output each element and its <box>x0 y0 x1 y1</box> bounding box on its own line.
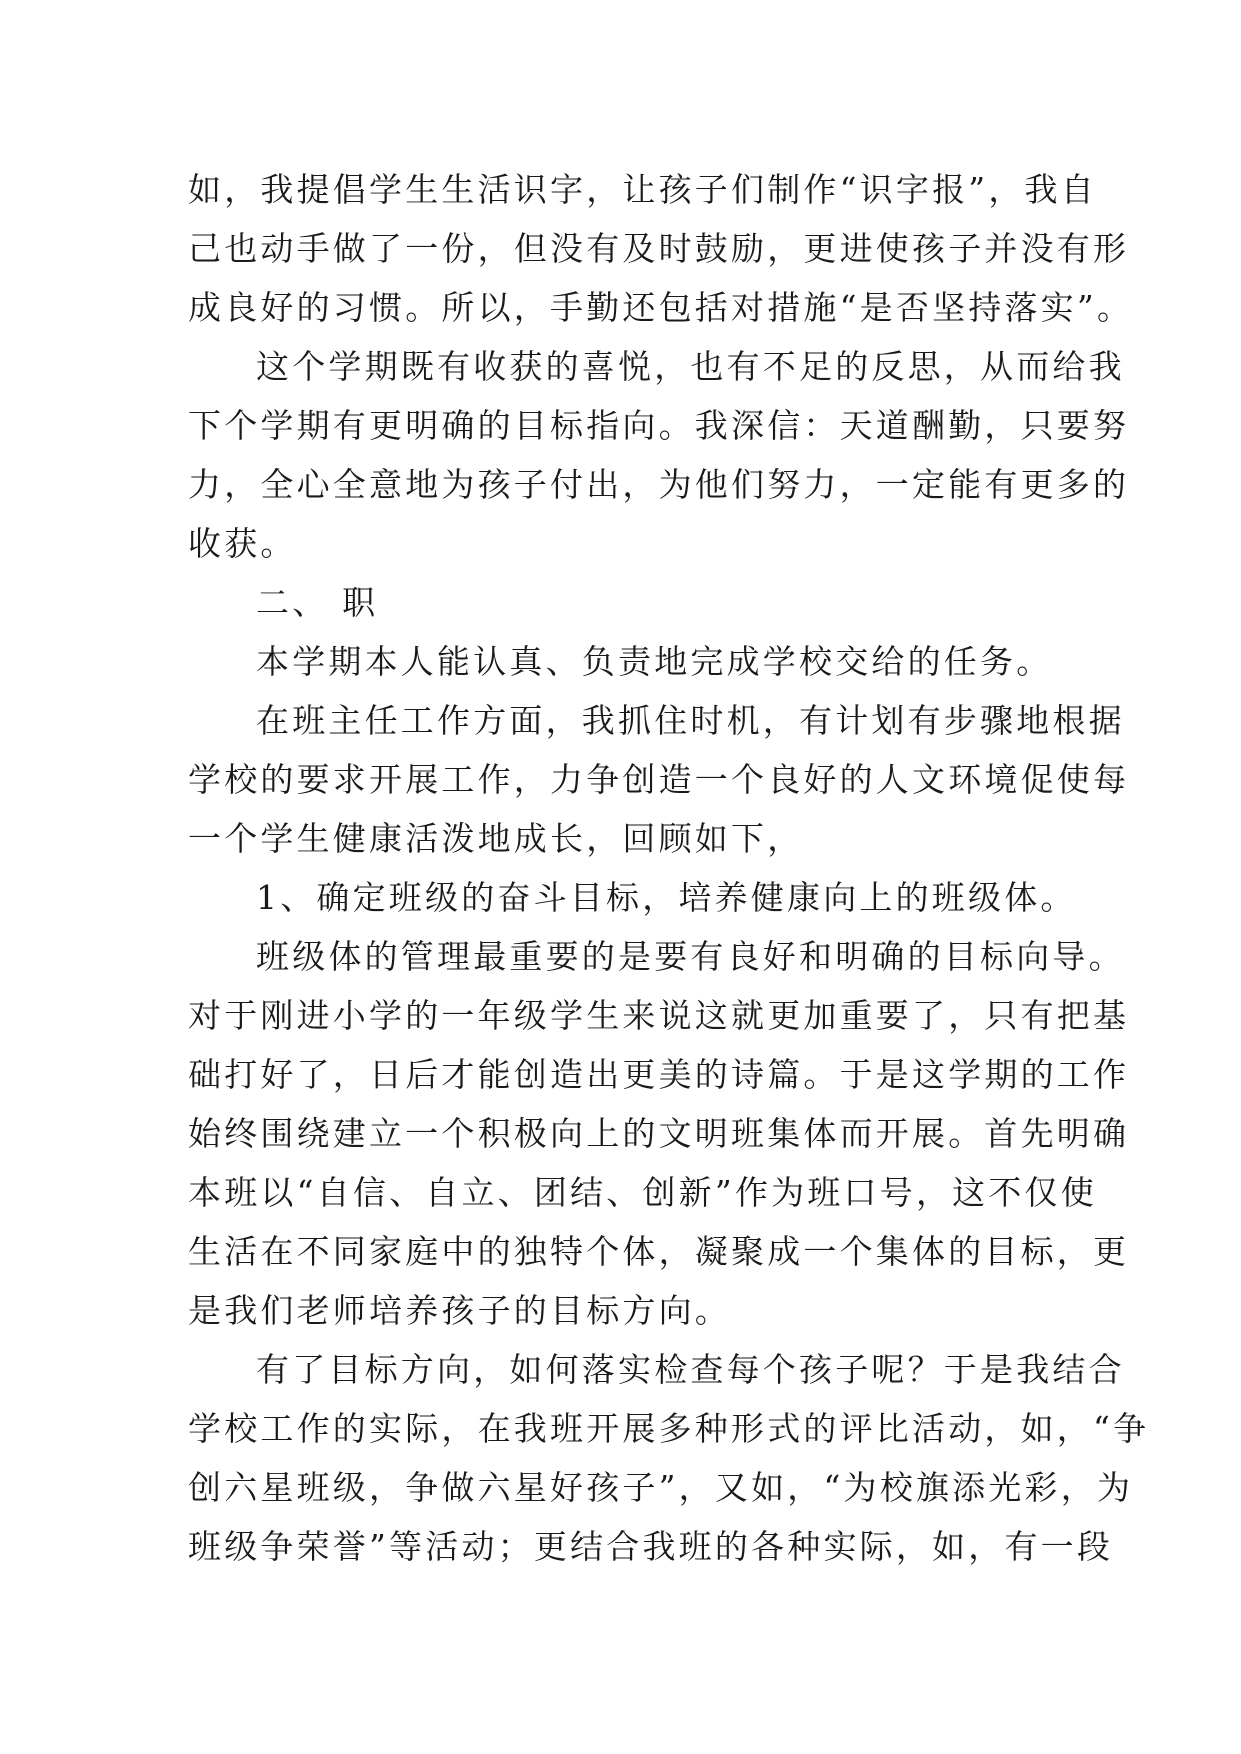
section-heading: 二、 职 <box>256 583 379 622</box>
paragraph-start-line: 这个学期既有收获的喜悦，也有不足的反思，从而给我 <box>256 347 1125 386</box>
paragraph-start-line: 在班主任工作方面，我抓住时机，有计划有步骤地根据 <box>256 701 1125 740</box>
text-line: 己也动手做了一份，但没有及时鼓励，更进使孩子并没有形 <box>188 229 1130 268</box>
text-line: 始终围绕建立一个积极向上的文明班集体而开展。首先明确 <box>188 1114 1130 1153</box>
text-line: 生活在不同家庭中的独特个体，凝聚成一个集体的目标，更 <box>188 1232 1130 1271</box>
text-line: 创六星班级，争做六星好孩子”，又如，“为校旗添光彩，为 <box>188 1468 1134 1507</box>
text-line: 学校的要求开展工作，力争创造一个良好的人文环境促使每 <box>188 760 1130 799</box>
text-line: 下个学期有更明确的目标指向。我深信：天道酬勤，只要努 <box>188 406 1130 445</box>
paragraph-start-line: 本学期本人能认真、负责地完成学校交给的任务。 <box>256 642 1053 681</box>
text-line: 对于刚进小学的一年级学生来说这就更加重要了，只有把基 <box>188 996 1130 1035</box>
text-line: 学校工作的实际，在我班开展多种形式的评比活动，如，“争 <box>188 1409 1150 1448</box>
text-line: 班级争荣誉”等活动；更结合我班的各种实际，如，有一段 <box>188 1527 1114 1566</box>
paragraph-start-line: 有了目标方向，如何落实检查每个孩子呢？于是我结合 <box>256 1350 1125 1389</box>
text-line: 力，全心全意地为孩子付出，为他们努力，一定能有更多的 <box>188 465 1130 504</box>
subsection-heading: 1、确定班级的奋斗目标，培养健康向上的班级体。 <box>256 878 1077 917</box>
text-line: 如，我提倡学生生活识字，让孩子们制作“识字报”，我自 <box>188 170 1097 209</box>
text-line: 成良好的习惯。所以，手勤还包括对措施“是否坚持落实”。 <box>188 288 1134 327</box>
text-line: 收获。 <box>188 524 297 563</box>
text-line: 础打好了，日后才能创造出更美的诗篇。于是这学期的工作 <box>188 1055 1130 1094</box>
body-text <box>188 160 1150 1576</box>
text-line: 一个学生健康活泼地成长，回顾如下， <box>188 819 804 858</box>
paragraph-start-line: 班级体的管理最重要的是要有良好和明确的目标向导。 <box>256 937 1125 976</box>
text-line: 本班以“自信、自立、团结、创新”作为班口号，这不仅使 <box>188 1173 1097 1212</box>
text-line: 是我们老师培养孩子的目标方向。 <box>188 1291 731 1330</box>
